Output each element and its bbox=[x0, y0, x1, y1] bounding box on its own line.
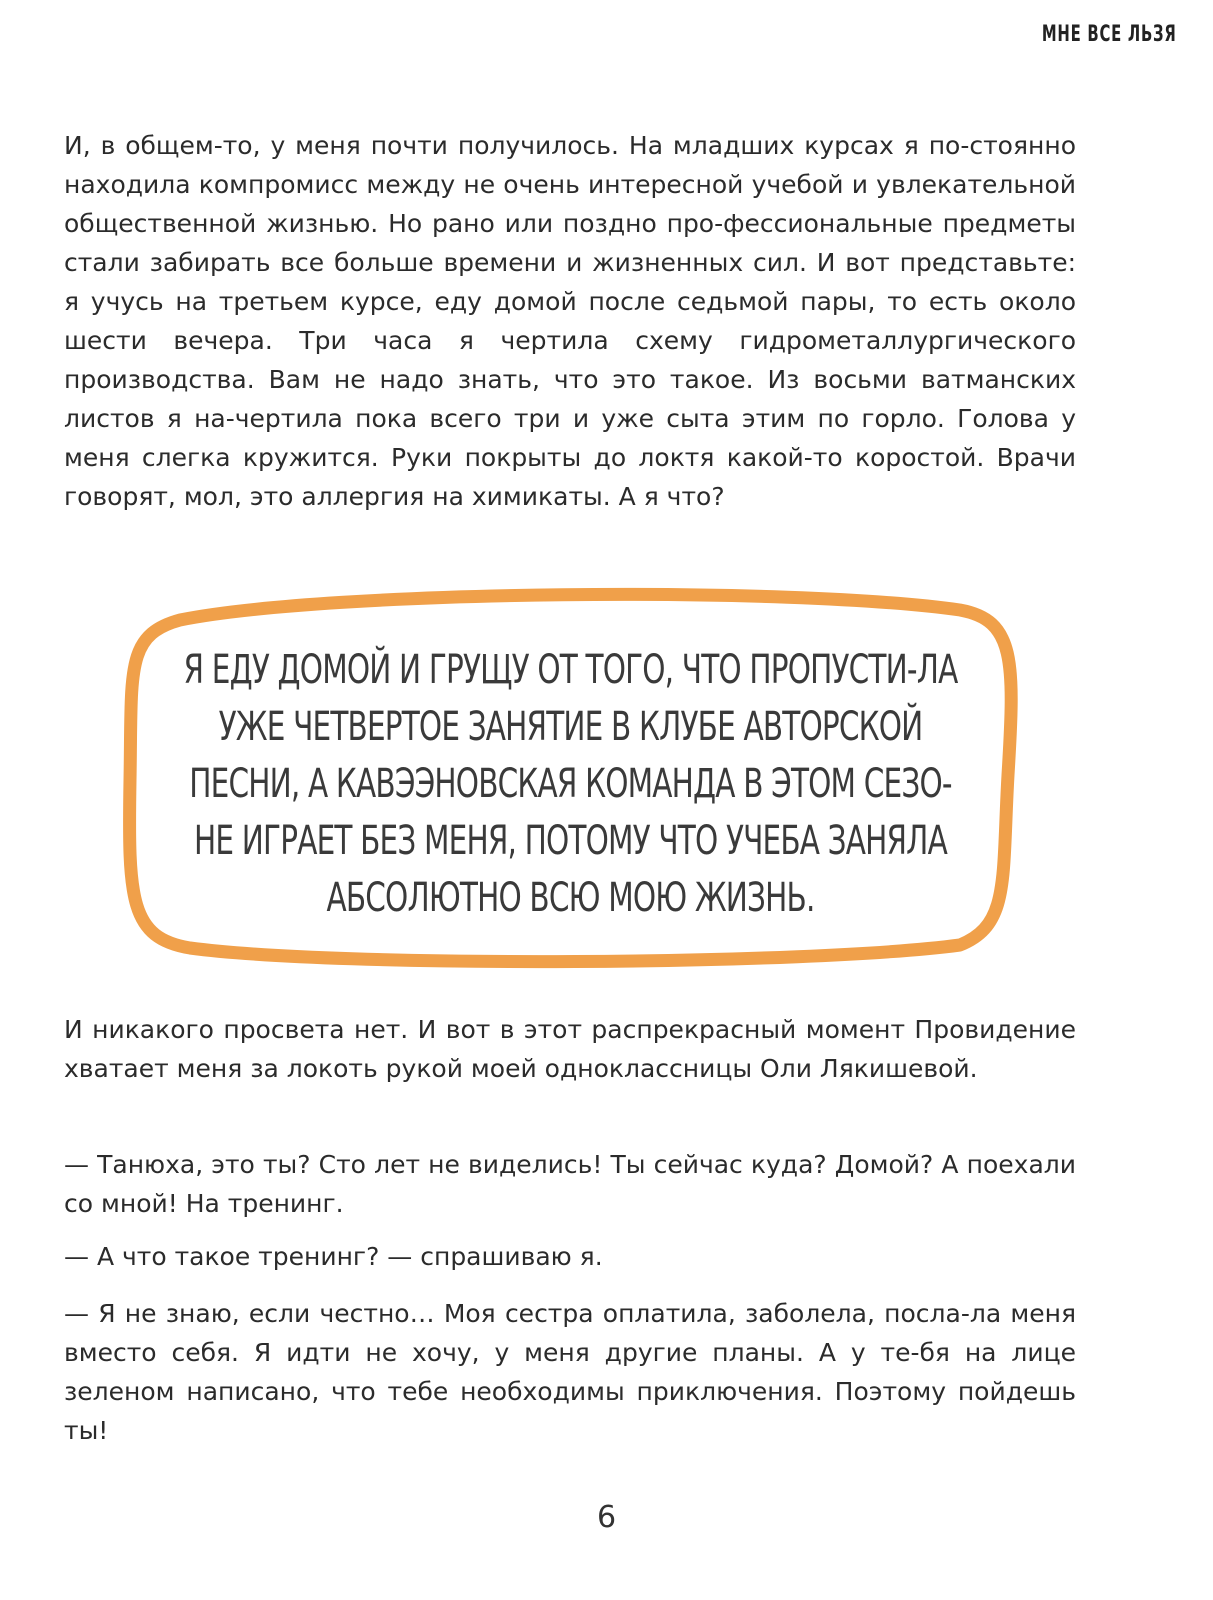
paragraph-3 bbox=[64, 1145, 1076, 1223]
paragraph-text: И никакого просвета нет. И вот в этот распрекрасный момент Провидение хватает меня за локоть рукой моей одноклассницы Оли Лякишевой. bbox=[64, 1015, 1076, 1083]
callout-text: Я ЕДУ ДОМОЙ И ГРУЩУ ОТ ТОГО, ЧТО ПРОПУСТИ-ЛА УЖЕ ЧЕТВЕРТОЕ ЗАНЯТИЕ В КЛУБЕ АВТОРСКОЙ ПЕСНИ, А КАВЭЭНОВСКАЯ КОМАНДА В ЭТОМ СЕЗО-НЕ ИГРАЕТ БЕЗ МЕНЯ, ПОТОМУ ЧТО УЧЕБА ЗАНЯЛА АБСОЛЮТНО ВСЮ МОЮ ЖИЗНЬ. bbox=[183, 647, 958, 921]
paragraph-4 bbox=[64, 1237, 1076, 1276]
paragraph-1 bbox=[64, 126, 1076, 516]
paragraph-5 bbox=[64, 1294, 1076, 1450]
paragraph-text: И, в общем-то, у меня почти получилось. На младших курсах я по-стоянно находила компромисс между не очень интересной учебой и увлекательной общественной жизнью. Но рано или поздно про-фессиональные предметы стали забирать все больше времени и жизненных сил. И вот представьте: я учусь на третьем курсе, еду домой после седьмой пары, то есть около шести вечера. Три часа я чертила схему гидрометаллургического производства. Вам не надо знать, что это такое. Из восьми ватманских листов я на-чертила пока всего три и уже сыта этим по горло. Голова у меня слегка кружится. Руки покрыты до локтя какой-то коростой. Врачи говорят, мол, это аллергия на химикаты. А я что? bbox=[64, 131, 1076, 511]
running-header: МНЕ ВСЕ ЛЬЗЯ bbox=[1042, 22, 1177, 47]
paragraph-2 bbox=[64, 1010, 1076, 1088]
paragraph-text: — Танюха, это ты? Сто лет не виделись! Ты сейчас куда? Домой? А поехали со мной! На тренинг. bbox=[64, 1150, 1076, 1218]
paragraph-text: — А что такое тренинг? — спрашиваю я. bbox=[64, 1242, 603, 1271]
page-number: 6 bbox=[596, 1500, 617, 1535]
callout-box bbox=[110, 580, 1030, 970]
paragraph-text: — Я не знаю, если честно… Моя сестра оплатила, заболела, посла-ла меня вместо себя. Я идти не хочу, у меня другие планы. А у те-бя на лице зеленом написано, что тебе необходимы приключения. Поэтому пойдешь ты! bbox=[64, 1299, 1076, 1445]
